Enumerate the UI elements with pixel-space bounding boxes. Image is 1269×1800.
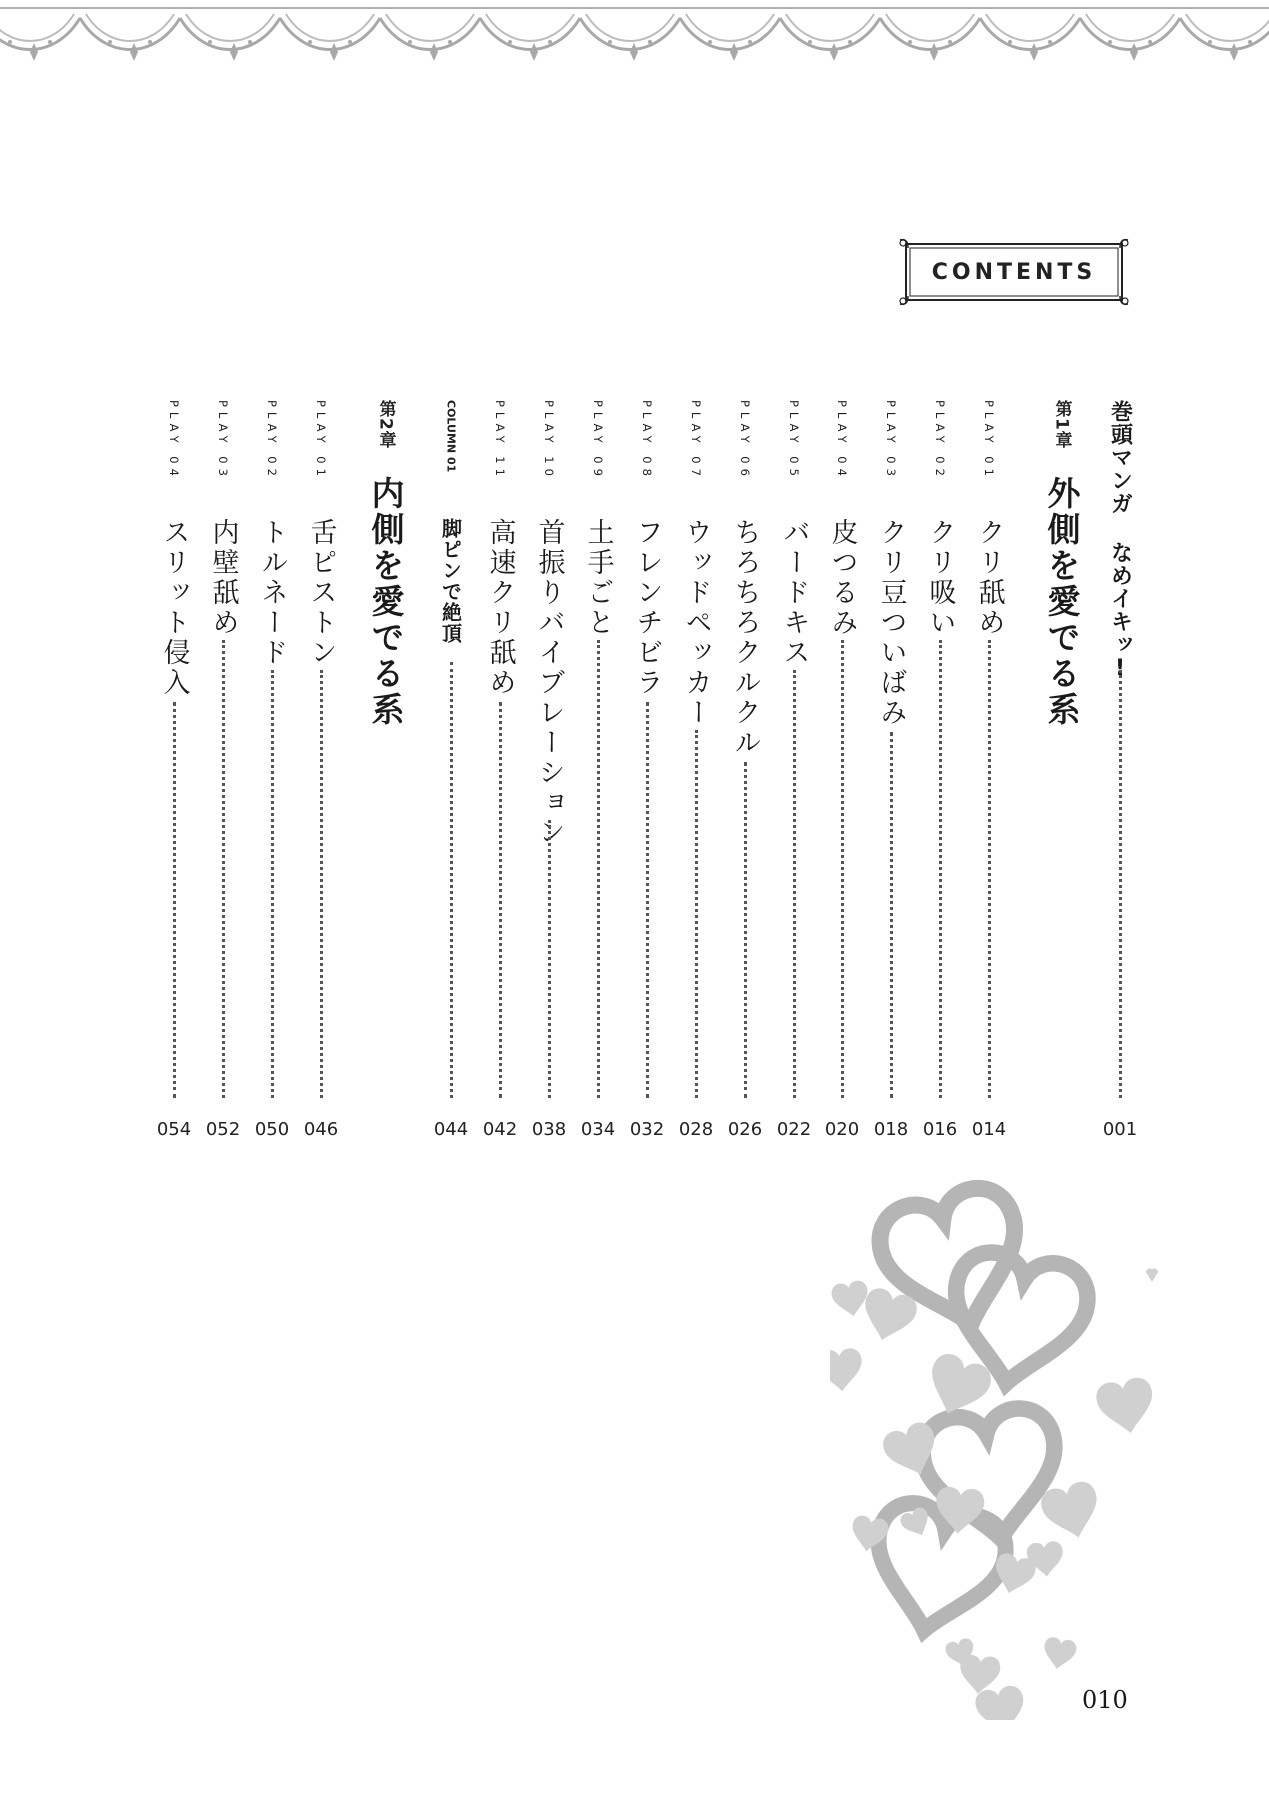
item-title: ちろちろクルクル	[729, 518, 761, 758]
toc-intro[interactable]	[1098, 400, 1142, 1140]
leader-dots	[597, 640, 600, 1098]
item-title: バードキス	[778, 518, 810, 668]
heart-cluster	[830, 1170, 1170, 1720]
play-number: PLAY 07	[689, 400, 703, 481]
item-title: スリット侵入	[158, 518, 190, 698]
ornamental-top-border	[0, 0, 1269, 70]
item-title: クリ吸い	[924, 518, 956, 638]
toc-intro-title: 巻頭マンガ なめイキッ!	[1107, 400, 1133, 682]
item-title: クリ舐め	[973, 518, 1005, 638]
toc-item[interactable]	[152, 400, 196, 1140]
item-page: 050	[254, 1119, 290, 1140]
item-page: 052	[205, 1119, 241, 1140]
leader-dots	[548, 820, 551, 1098]
item-page: 032	[629, 1119, 665, 1140]
play-number: PLAY 02	[265, 400, 279, 481]
leader-dots	[499, 702, 502, 1098]
leader-dots	[890, 732, 893, 1098]
play-number: PLAY 10	[542, 400, 556, 481]
leader-dots	[744, 762, 747, 1098]
column-title: 脚ピンで絶頂	[438, 518, 463, 644]
column-label: COLUMN 01	[444, 400, 458, 473]
toc-item[interactable]	[674, 400, 718, 1140]
toc-item[interactable]	[820, 400, 864, 1140]
item-title: トルネード	[256, 518, 288, 668]
leader-dots	[646, 702, 649, 1098]
leader-dots	[222, 640, 225, 1098]
leader-dots	[793, 670, 796, 1098]
item-page: 046	[303, 1119, 339, 1140]
chapter1-label: 第1章	[1051, 400, 1072, 449]
item-title: 内壁舐め	[207, 518, 239, 638]
contents-header	[898, 238, 1130, 306]
leader-dots	[173, 702, 176, 1098]
item-page: 014	[971, 1119, 1007, 1140]
item-page: 018	[873, 1119, 909, 1140]
toc-item[interactable]	[967, 400, 1011, 1140]
toc-item[interactable]	[918, 400, 962, 1140]
chapter2-title: 内側を愛でる系	[366, 476, 406, 728]
item-page: 026	[727, 1119, 763, 1140]
chapter2-heading	[364, 400, 408, 1140]
play-number: PLAY 02	[933, 400, 947, 481]
leader-dots	[988, 640, 991, 1098]
item-page: 038	[531, 1119, 567, 1140]
toc-column[interactable]	[429, 400, 473, 1140]
toc-intro-page: 001	[1102, 1119, 1138, 1140]
item-page: 016	[922, 1119, 958, 1140]
play-number: PLAY 04	[835, 400, 849, 481]
item-page: 028	[678, 1119, 714, 1140]
toc-item[interactable]	[527, 400, 571, 1140]
item-page: 034	[580, 1119, 616, 1140]
play-number: PLAY 01	[314, 400, 328, 481]
chapter1-title: 外側を愛でる系	[1042, 476, 1082, 728]
play-number: PLAY 03	[216, 400, 230, 481]
contents-title: CONTENTS	[931, 259, 1097, 285]
leader-dots	[450, 662, 453, 1098]
play-number: PLAY 05	[787, 400, 801, 481]
toc-item[interactable]	[869, 400, 913, 1140]
item-title: 舌ピストン	[305, 518, 337, 668]
toc-item[interactable]	[625, 400, 669, 1140]
item-title: 皮つるみ	[826, 518, 858, 638]
toc-item[interactable]	[201, 400, 245, 1140]
toc-item[interactable]	[299, 400, 343, 1140]
leader-dots	[1119, 670, 1122, 1098]
column-page: 044	[433, 1119, 469, 1140]
item-title: ウッドペッカー	[680, 518, 712, 728]
item-page: 042	[482, 1119, 518, 1140]
leader-dots	[320, 670, 323, 1098]
toc-item[interactable]	[576, 400, 620, 1140]
toc-item[interactable]	[772, 400, 816, 1140]
leader-dots	[841, 640, 844, 1098]
item-title: 高速クリ舐め	[484, 518, 516, 698]
item-page: 054	[156, 1119, 192, 1140]
leader-dots	[939, 640, 942, 1098]
leader-dots	[271, 670, 274, 1098]
play-number: PLAY 11	[493, 400, 507, 481]
play-number: PLAY 08	[640, 400, 654, 481]
item-page: 020	[824, 1119, 860, 1140]
toc-item[interactable]	[478, 400, 522, 1140]
item-title: フレンチビラ	[631, 518, 663, 698]
chapter2-label: 第2章	[375, 400, 396, 449]
leader-dots	[695, 730, 698, 1098]
play-number: PLAY 04	[167, 400, 181, 481]
page-number: 010	[1082, 1686, 1128, 1714]
item-title: クリ豆ついばみ	[875, 518, 907, 728]
play-number: PLAY 03	[884, 400, 898, 481]
toc-item[interactable]	[250, 400, 294, 1140]
play-number: PLAY 09	[591, 400, 605, 481]
toc-item[interactable]	[723, 400, 767, 1140]
item-title: 土手ごと	[582, 518, 614, 638]
play-number: PLAY 06	[738, 400, 752, 481]
chapter1-heading	[1040, 400, 1084, 1140]
item-page: 022	[776, 1119, 812, 1140]
item-title: 首振りバイブレーション	[533, 518, 565, 848]
play-number: PLAY 01	[982, 400, 996, 481]
